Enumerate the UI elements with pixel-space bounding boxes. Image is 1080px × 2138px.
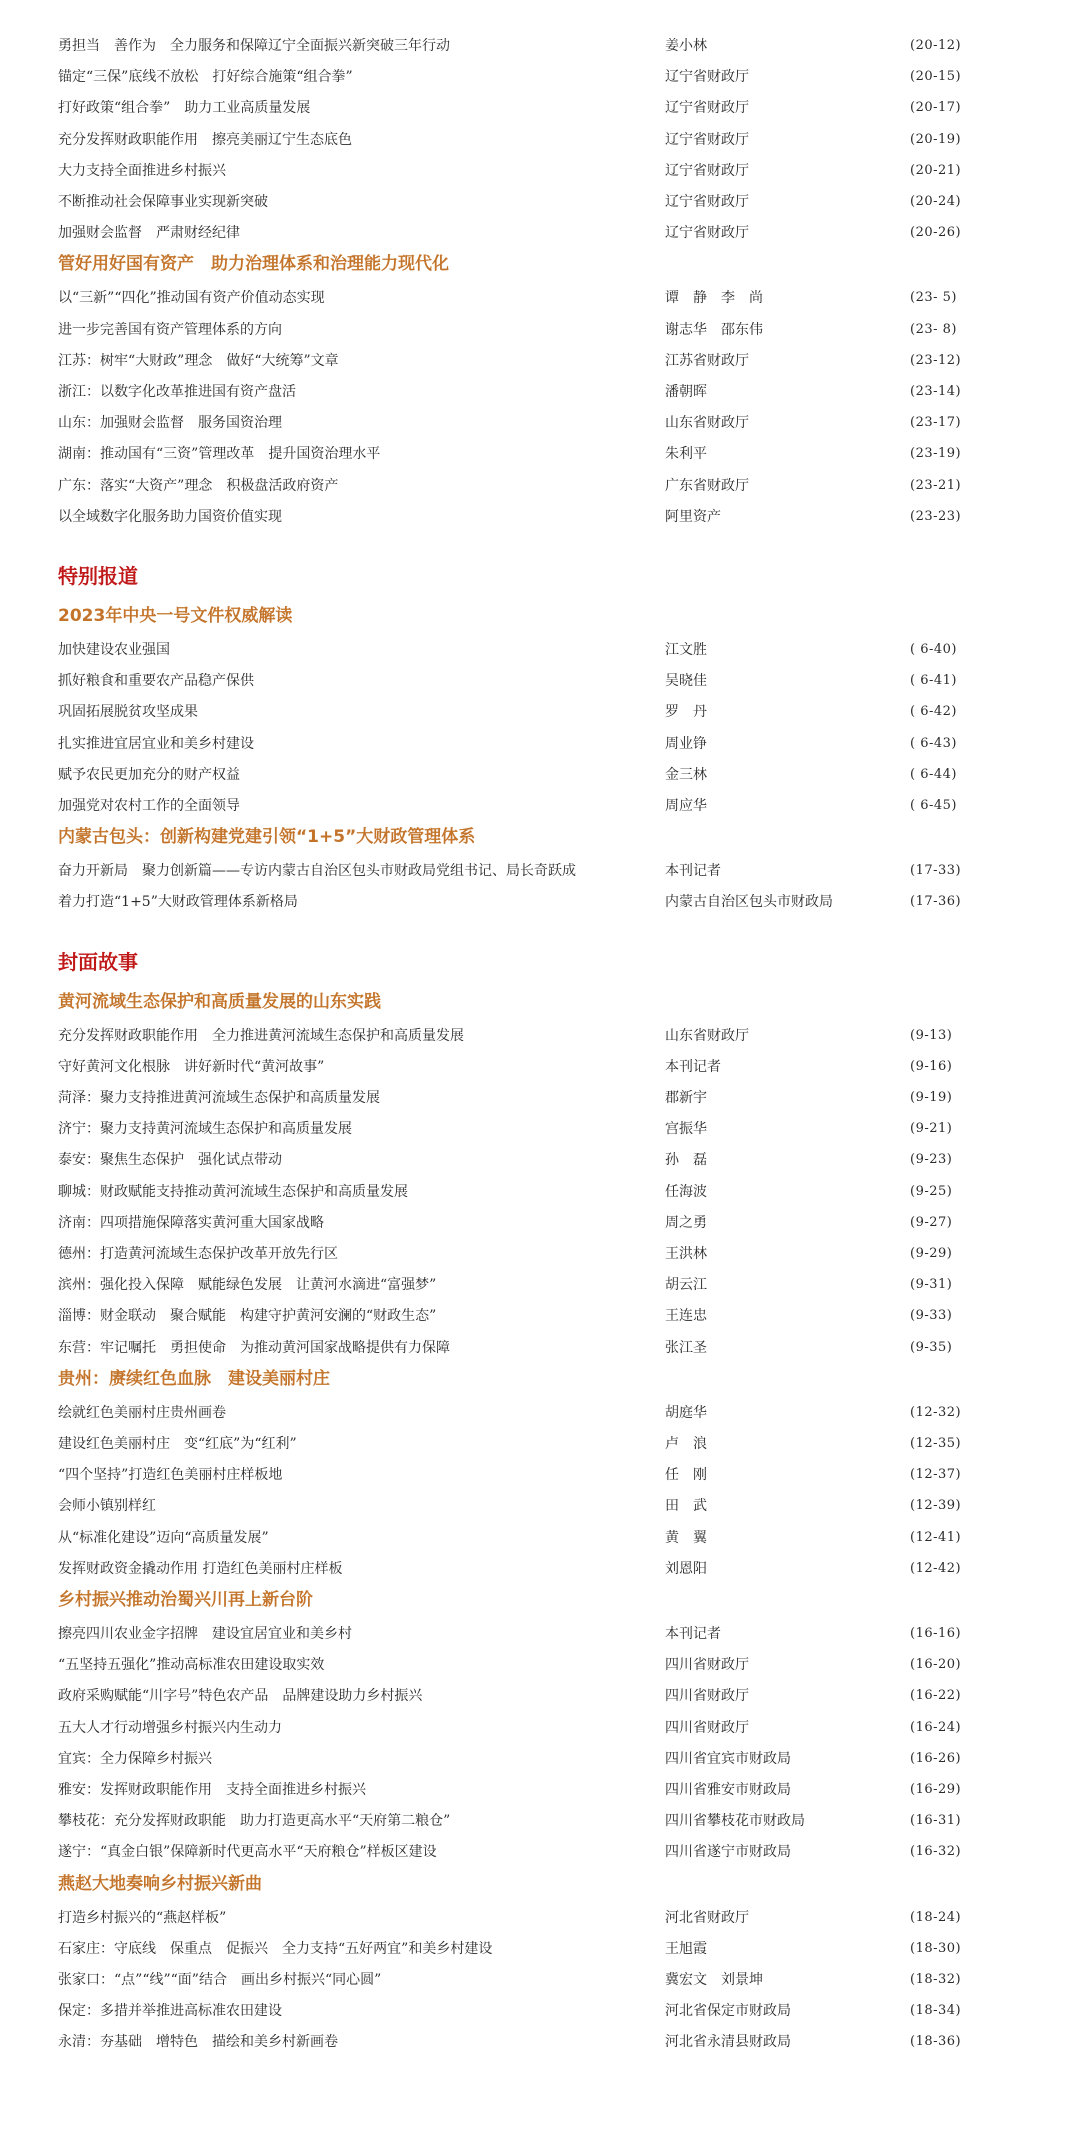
entry-page: ( 6-42) bbox=[910, 704, 957, 720]
entry-title: 五大人才行动增强乡村振兴内生动力 bbox=[58, 1719, 282, 1736]
entry-page: (12-39) bbox=[910, 1498, 962, 1514]
toc-entry bbox=[0, 1903, 1080, 1933]
toc-entry bbox=[0, 1744, 1080, 1774]
subsection-heading: 乡村振兴推动治蜀兴川再上新台阶 bbox=[58, 1590, 313, 1610]
entry-page: (12-32) bbox=[910, 1404, 962, 1420]
entry-page: (16-26) bbox=[910, 1750, 962, 1766]
entry-author: 四川省宜宾市财政局 bbox=[665, 1750, 791, 1767]
entry-title: 宜宾：全力保障乡村振兴 bbox=[58, 1750, 212, 1767]
entry-author: 王连忠 bbox=[665, 1308, 707, 1325]
entry-page: (20-15) bbox=[910, 69, 962, 85]
entry-title: 建设红色美丽村庄 变“红底”为“红利” bbox=[58, 1436, 297, 1452]
entry-page: (9-25) bbox=[910, 1183, 953, 1199]
entry-page: (16-31) bbox=[910, 1813, 962, 1829]
entry-page: (12-35) bbox=[910, 1436, 962, 1451]
toc-entry bbox=[0, 1523, 1080, 1553]
entry-page: (16-29) bbox=[910, 1782, 962, 1797]
entry-page: (18-36) bbox=[910, 2034, 962, 2050]
entry-author: 本刊记者 bbox=[665, 1058, 721, 1075]
entry-page: (18-24) bbox=[910, 1909, 962, 1925]
entry-author: 河北省财政厅 bbox=[665, 1909, 749, 1926]
entry-author: 张江圣 bbox=[665, 1339, 707, 1356]
entry-author: 山东省财政厅 bbox=[665, 1027, 749, 1044]
entry-page: (16-16) bbox=[910, 1626, 962, 1641]
entry-author: 罗 丹 bbox=[665, 704, 707, 721]
toc-entry bbox=[0, 1837, 1080, 1867]
entry-author: 山东省财政厅 bbox=[665, 415, 749, 432]
entry-title: 山东：加强财会监督 服务国资治理 bbox=[58, 415, 282, 432]
entry-page: (12-41) bbox=[910, 1529, 962, 1545]
toc-entry bbox=[0, 31, 1080, 61]
entry-author: 吴晓佳 bbox=[665, 673, 707, 690]
entry-author: 阿里资产 bbox=[665, 508, 721, 525]
entry-page: ( 6-40) bbox=[910, 642, 957, 657]
entry-page: (9-13) bbox=[910, 1027, 953, 1043]
entry-author: 任 刚 bbox=[665, 1467, 707, 1484]
entry-title: 浙江：以数字化改革推进国有资产盘活 bbox=[58, 384, 296, 400]
toc-entry bbox=[0, 1460, 1080, 1490]
toc-entry bbox=[0, 1650, 1080, 1680]
entry-author: 辽宁省财政厅 bbox=[665, 100, 749, 117]
toc-entry bbox=[0, 1145, 1080, 1175]
entry-author: 宫振华 bbox=[665, 1121, 707, 1138]
entry-author: 四川省财政厅 bbox=[665, 1719, 749, 1736]
toc-entry bbox=[0, 1333, 1080, 1363]
toc-entry bbox=[0, 471, 1080, 501]
toc-entry bbox=[0, 1429, 1080, 1459]
toc-entry bbox=[0, 1239, 1080, 1269]
entry-title: 奋力开新局 聚力创新篇——专访内蒙古自治区包头市财政局党组书记、局长奇跃成 bbox=[58, 863, 576, 880]
toc-entry bbox=[0, 1114, 1080, 1144]
entry-author: 河北省永清县财政局 bbox=[665, 2034, 791, 2051]
entry-title: 菏泽：聚力支持推进黄河流域生态保护和高质量发展 bbox=[58, 1090, 380, 1106]
entry-author: 谭 静 李 尚 bbox=[665, 290, 763, 307]
entry-page: (12-37) bbox=[910, 1467, 962, 1483]
subsection-heading: 贵州：赓续红色血脉 建设美丽村庄 bbox=[58, 1368, 330, 1389]
entry-title: 张家口：“点”“线”“面”结合 画出乡村振兴“同心圆” bbox=[58, 1972, 382, 1988]
entry-author: 田 武 bbox=[665, 1498, 707, 1515]
entry-title: 充分发挥财政职能作用 全力推进黄河流域生态保护和高质量发展 bbox=[58, 1027, 464, 1044]
entry-title: 遂宁：“真金白银”保障新时代更高水平“天府粮仓”样板区建设 bbox=[58, 1844, 437, 1861]
entry-title: 以“三新”“四化”推动国有资产价值动态实现 bbox=[58, 290, 325, 307]
entry-page: (20-17) bbox=[910, 100, 962, 116]
entry-page: (18-32) bbox=[910, 1972, 962, 1987]
toc-entry bbox=[0, 635, 1080, 665]
toc-entry bbox=[0, 125, 1080, 155]
toc-entry bbox=[0, 502, 1080, 532]
toc-entry bbox=[0, 697, 1080, 727]
entry-author: 冀宏文 刘景坤 bbox=[665, 1972, 763, 1988]
toc-entry bbox=[0, 1083, 1080, 1113]
toc-entry bbox=[0, 218, 1080, 248]
entry-author: 江文胜 bbox=[665, 642, 707, 658]
entry-page: (9-19) bbox=[910, 1090, 953, 1105]
entry-title: 加快建设农业强国 bbox=[58, 642, 170, 658]
entry-author: 河北省保定市财政局 bbox=[665, 2003, 791, 2020]
toc-entry bbox=[0, 1052, 1080, 1082]
entry-author: 辽宁省财政厅 bbox=[665, 131, 749, 148]
entry-author: 胡庭华 bbox=[665, 1404, 707, 1421]
entry-page: (9-21) bbox=[910, 1121, 953, 1137]
toc-entry bbox=[0, 1619, 1080, 1649]
entry-title: 充分发挥财政职能作用 擦亮美丽辽宁生态底色 bbox=[58, 131, 352, 148]
entry-page: (17-36) bbox=[910, 894, 962, 910]
entry-author: 王洪林 bbox=[665, 1246, 707, 1262]
entry-title: 以全域数字化服务助力国资价值实现 bbox=[58, 508, 282, 525]
entry-title: 抓好粮食和重要农产品稳产保供 bbox=[58, 673, 254, 690]
entry-title: 会师小镇别样红 bbox=[58, 1498, 156, 1515]
entry-page: (18-30) bbox=[910, 1940, 962, 1956]
entry-title: 泰安：聚焦生态保护 强化试点带动 bbox=[58, 1152, 282, 1169]
entry-author: 刘恩阳 bbox=[665, 1560, 707, 1577]
entry-page: (9-27) bbox=[910, 1214, 953, 1230]
entry-page: (20-12) bbox=[910, 38, 962, 53]
entry-page: (20-19) bbox=[910, 131, 962, 147]
entry-author: 广东省财政厅 bbox=[665, 477, 749, 494]
toc-entry bbox=[0, 1775, 1080, 1805]
entry-title: 打造乡村振兴的“燕赵样板” bbox=[58, 1909, 227, 1926]
entry-author: 谢志华 邵东伟 bbox=[665, 321, 763, 338]
entry-title: 着力打造“1+5”大财政管理体系新格局 bbox=[58, 894, 298, 911]
entry-page: (16-20) bbox=[910, 1657, 962, 1673]
entry-page: (9-35) bbox=[910, 1339, 953, 1355]
entry-title: 擦亮四川农业金字招牌 建设宜居宜业和美乡村 bbox=[58, 1626, 352, 1642]
entry-title: 绘就红色美丽村庄贵州画卷 bbox=[58, 1404, 226, 1421]
section-heading: 封面故事 bbox=[58, 949, 138, 974]
entry-page: (23-12) bbox=[910, 352, 962, 368]
entry-author: 本刊记者 bbox=[665, 863, 721, 880]
entry-title: 永清：夯基础 增特色 描绘和美乡村新画卷 bbox=[58, 2034, 338, 2051]
entry-page: (20-26) bbox=[910, 225, 962, 241]
entry-author: 姜小林 bbox=[665, 38, 707, 54]
toc-entry bbox=[0, 377, 1080, 407]
entry-title: 石家庄：守底线 保重点 促振兴 全力支持“五好两宜”和美乡村建设 bbox=[58, 1940, 493, 1957]
entry-author: 周之勇 bbox=[665, 1214, 707, 1231]
entry-page: (9-33) bbox=[910, 1308, 953, 1324]
entry-title: 江苏：树牢“大财政”理念 做好“大统筹”文章 bbox=[58, 352, 339, 369]
entry-title: 加强党对农村工作的全面领导 bbox=[58, 798, 240, 814]
toc-entry bbox=[0, 1208, 1080, 1238]
entry-title: 加强财会监督 严肃财经纪律 bbox=[58, 225, 240, 242]
entry-title: 打好政策“组合拳” 助力工业高质量发展 bbox=[58, 100, 311, 117]
entry-author: 四川省雅安市财政局 bbox=[665, 1782, 791, 1798]
toc-entry bbox=[0, 1934, 1080, 1964]
toc-entry bbox=[0, 1965, 1080, 1995]
entry-author: 辽宁省财政厅 bbox=[665, 225, 749, 242]
entry-page: (23- 8) bbox=[910, 321, 957, 337]
entry-title: 发挥财政资金撬动作用 打造红色美丽村庄样板 bbox=[58, 1560, 343, 1577]
entry-author: 胡云江 bbox=[665, 1277, 707, 1294]
entry-title: “五坚持五强化”推动高标准农田建设取实效 bbox=[58, 1657, 325, 1674]
entry-page: (16-22) bbox=[910, 1688, 962, 1704]
toc-entry bbox=[0, 887, 1080, 917]
entry-title: 勇担当 善作为 全力服务和保障辽宁全面振兴新突破三年行动 bbox=[58, 38, 450, 54]
entry-title: 政府采购赋能“川字号”特色农产品 品牌建设助力乡村振兴 bbox=[58, 1688, 423, 1705]
entry-page: (23-21) bbox=[910, 477, 962, 493]
entry-author: 四川省攀枝花市财政局 bbox=[665, 1813, 805, 1830]
toc-entry bbox=[0, 1398, 1080, 1428]
entry-page: (23-19) bbox=[910, 446, 962, 462]
entry-title: 大力支持全面推进乡村振兴 bbox=[58, 162, 226, 179]
toc-entry bbox=[0, 283, 1080, 313]
entry-title: 巩固拓展脱贫攻坚成果 bbox=[58, 704, 198, 721]
entry-author: 周应华 bbox=[665, 798, 707, 814]
entry-title: 德州：打造黄河流域生态保护改革开放先行区 bbox=[58, 1246, 338, 1262]
entry-title: 淄博：财金联动 聚合赋能 构建守护黄河安澜的“财政生态” bbox=[58, 1308, 437, 1325]
entry-author: 内蒙古自治区包头市财政局 bbox=[665, 894, 833, 911]
entry-author: 卢 浪 bbox=[665, 1436, 707, 1452]
section-heading: 特别报道 bbox=[58, 564, 138, 588]
entry-author: 周业铮 bbox=[665, 735, 707, 752]
entry-title: 从“标准化建设”迈向“高质量发展” bbox=[58, 1529, 269, 1546]
entry-page: (23-23) bbox=[910, 508, 962, 524]
entry-title: 赋予农民更加充分的财产权益 bbox=[58, 766, 240, 783]
entry-author: 辽宁省财政厅 bbox=[665, 194, 749, 210]
entry-author: 王旭霞 bbox=[665, 1940, 707, 1957]
entry-page: (20-21) bbox=[910, 162, 962, 178]
toc-entry bbox=[0, 93, 1080, 123]
toc-entry bbox=[0, 1554, 1080, 1584]
toc-entry bbox=[0, 1301, 1080, 1331]
toc-entry bbox=[0, 666, 1080, 696]
entry-title: 聊城：财政赋能支持推动黄河流域生态保护和高质量发展 bbox=[58, 1183, 408, 1200]
toc-entry bbox=[0, 408, 1080, 438]
entry-title: 济宁：聚力支持黄河流域生态保护和高质量发展 bbox=[58, 1121, 352, 1138]
entry-author: 朱利平 bbox=[665, 446, 707, 463]
toc-entry bbox=[0, 2027, 1080, 2057]
entry-author: 四川省财政厅 bbox=[665, 1657, 749, 1674]
entry-title: 雅安：发挥财政职能作用 支持全面推进乡村振兴 bbox=[58, 1782, 366, 1798]
entry-page: (9-29) bbox=[910, 1246, 953, 1261]
entry-author: 四川省财政厅 bbox=[665, 1688, 749, 1705]
toc-entry bbox=[0, 187, 1080, 217]
entry-title: 不断推动社会保障事业实现新突破 bbox=[58, 194, 268, 210]
subsection-heading: 燕赵大地奏响乡村振兴新曲 bbox=[58, 1873, 262, 1894]
entry-title: 滨州：强化投入保障 赋能绿色发展 让黄河水滴进“富强梦” bbox=[58, 1277, 437, 1294]
entry-title: 广东：落实“大资产”理念 积极盘活政府资产 bbox=[58, 477, 339, 494]
entry-title: 湖南：推动国有“三资”管理改革 提升国资治理水平 bbox=[58, 446, 381, 463]
entry-author: 四川省遂宁市财政局 bbox=[665, 1844, 791, 1861]
toc-entry bbox=[0, 1996, 1080, 2026]
toc-entry bbox=[0, 1491, 1080, 1521]
entry-author: 辽宁省财政厅 bbox=[665, 162, 749, 179]
entry-page: (9-23) bbox=[910, 1152, 953, 1168]
entry-page: (12-42) bbox=[910, 1560, 962, 1576]
toc-entry bbox=[0, 439, 1080, 469]
entry-page: (18-34) bbox=[910, 2003, 962, 2019]
entry-author: 黄 翼 bbox=[665, 1529, 707, 1546]
entry-title: 保定：多措并举推进高标准农田建设 bbox=[58, 2003, 282, 2020]
toc-entry bbox=[0, 760, 1080, 790]
entry-author: 孙 磊 bbox=[665, 1152, 707, 1169]
entry-author: 辽宁省财政厅 bbox=[665, 69, 749, 86]
entry-page: ( 6-44) bbox=[910, 766, 957, 782]
toc-entry bbox=[0, 1177, 1080, 1207]
entry-page: (9-16) bbox=[910, 1058, 953, 1074]
toc-entry bbox=[0, 729, 1080, 759]
toc-entry bbox=[0, 62, 1080, 92]
subsection-heading: 管好用好国有资产 助力治理体系和治理能力现代化 bbox=[58, 254, 449, 275]
toc-entry bbox=[0, 346, 1080, 376]
entry-page: ( 6-41) bbox=[910, 673, 957, 689]
entry-page: (16-24) bbox=[910, 1719, 962, 1735]
entry-title: “四个坚持”打造红色美丽村庄样板地 bbox=[58, 1467, 283, 1484]
entry-page: (23- 5) bbox=[910, 290, 957, 306]
entry-page: (23-17) bbox=[910, 415, 962, 431]
toc-entry bbox=[0, 1713, 1080, 1743]
entry-page: (16-32) bbox=[910, 1844, 962, 1860]
entry-title: 守好黄河文化根脉 讲好新时代“黄河故事” bbox=[58, 1058, 325, 1075]
entry-title: 锚定“三保”底线不放松 打好综合施策“组合拳” bbox=[58, 69, 353, 86]
subsection-heading: 内蒙古包头：创新构建党建引领“1+5”大财政管理体系 bbox=[58, 827, 476, 848]
toc-entry bbox=[0, 1021, 1080, 1051]
entry-author: 金三林 bbox=[665, 766, 707, 783]
toc-entry bbox=[0, 1806, 1080, 1836]
entry-page: ( 6-45) bbox=[910, 798, 957, 813]
entry-title: 进一步完善国有资产管理体系的方向 bbox=[58, 321, 282, 338]
entry-page: (20-24) bbox=[910, 194, 962, 209]
entry-title: 济南：四项措施保障落实黄河重大国家战略 bbox=[58, 1214, 324, 1231]
toc-entry bbox=[0, 1681, 1080, 1711]
toc-entry bbox=[0, 1270, 1080, 1300]
subsection-heading: 黄河流域生态保护和高质量发展的山东实践 bbox=[58, 991, 381, 1012]
entry-title: 东营：牢记嘱托 勇担使命 为推动黄河国家战略提供有力保障 bbox=[58, 1339, 450, 1356]
toc-entry bbox=[0, 156, 1080, 186]
subsection-heading: 2023年中央一号文件权威解读 bbox=[58, 606, 293, 626]
entry-author: 江苏省财政厅 bbox=[665, 352, 749, 369]
entry-title: 扎实推进宜居宜业和美乡村建设 bbox=[58, 735, 254, 752]
entry-author: 潘朝晖 bbox=[665, 384, 707, 400]
toc-entry bbox=[0, 856, 1080, 886]
entry-author: 本刊记者 bbox=[665, 1626, 721, 1642]
entry-page: (23-14) bbox=[910, 384, 962, 399]
entry-page: (17-33) bbox=[910, 863, 962, 879]
toc-entry bbox=[0, 791, 1080, 821]
entry-author: 任海波 bbox=[665, 1183, 707, 1200]
entry-author: 郡新宇 bbox=[665, 1090, 707, 1106]
entry-page: ( 6-43) bbox=[910, 735, 957, 751]
entry-page: (9-31) bbox=[910, 1277, 953, 1293]
entry-title: 攀枝花：充分发挥财政职能 助力打造更高水平“天府第二粮仓” bbox=[58, 1813, 451, 1830]
toc-entry bbox=[0, 315, 1080, 345]
